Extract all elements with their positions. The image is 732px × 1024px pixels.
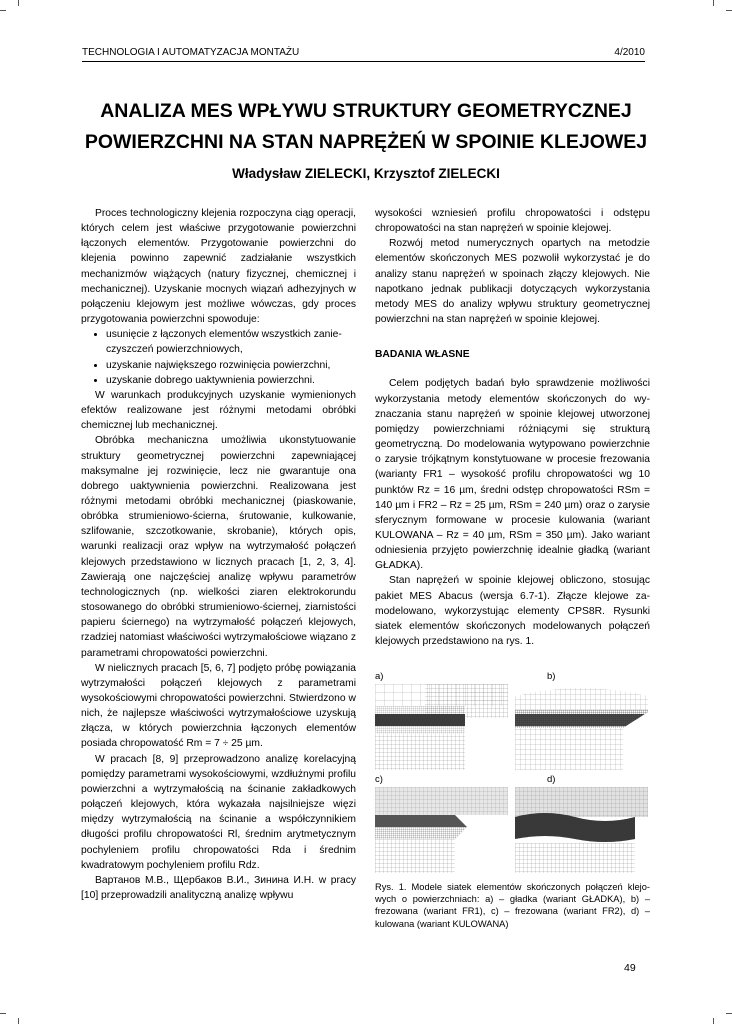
bullet-list — [81, 327, 356, 388]
title-line-1: ANALIZA MES WPŁYWU STRUKTURY GEOMETRYCZNEJ — [100, 100, 632, 122]
paragraph: Stan naprężeń w spoinie klejowej obliczono, stosując pakiet MES Abacus (wersja 6.7-1). Złącze klejowe zamodelowano, wykorzystując elementy CPS8R. Rysunki siatek elementów skończonych modelowanych połączeń klejowych przedstawiono na rys. 1. — [375, 575, 650, 648]
paragraph: Obróbka mechaniczna umożliwia ukonstytuowanie struktury geometrycznej powierzchni zapewniającej maksymalne jej rozwinięcie, lecz nie gwarantuje ona dobrego uaktywnienia powierzchni. Realizowana jest różnymi metodami obróbki mechanicznej (piaskowanie, obróbka strumieniowo-ścierna, śrutowanie, kulkowanie, szlifowanie, szczotkowanie, skrobanie), których opis, warunki realizacji oraz wpływ na wytrzymałość połączeń klejowych przedstawiono w licznych pracach [1, 2, 3, 4]. Zawierają one najczęściej analizę wpływu parametrów technologicznych (np. wielkości ziaren elektrokorundu stosowanego do obróbki strumieniowo-ściernej, ziarnistości papieru ściernego) na wytrzymałość połączeń klejowych, rzadziej natomiast właściwości wytrzymałościowe wiązano z parametrami chropowatości powierzchni. — [81, 435, 356, 659]
list-item: • uzyskanie największego rozwinięcia powierzchni, — [106, 358, 356, 373]
spacer — [375, 327, 650, 337]
paragraph: W pracach [8, 9] przeprowadzono analizę korelacyjną pomiędzy parametrami wysokościowymi, wzdłużnymi profilu powierzchni a wytrzymałością na ścinanie zakładkowych połączeń klejowych, która wykazała najsilniejsze więzi między wytrzymałością na ścinanie a współczynnikiem długości profilu chropowatości Rl, średnim arytmetycznym pochyleniem profilu chropowatości Rda i średnim kwadratowym pochyleniem profilu Rdz. — [81, 753, 356, 871]
paragraph: W nielicznych pracach [5, 6, 7] podjęto próbę powiązania wytrzymałości połączeń klejowych z parametrami wysokościowymi chropowatości powierzchni. Stwierdzono w nich, że najlepsze właściwości wytrzymałościowe uzyskują złącza, w których powierzchnia łączonych elementów posiada chropowatość Rm = 7 ÷ 25 µm. — [81, 662, 356, 750]
mesh-panel-c — [375, 787, 508, 873]
paragraph: Вартанов М.В., Щербаков В.И., Зинина И.Н. w pracy [10] przeprowadzili analityczną analizę wpływu — [81, 874, 356, 902]
journal-name: TECHNOLOGIA I AUTOMATYZACJA MONTAŻU — [82, 47, 300, 58]
mesh-panel-d — [515, 787, 648, 873]
section-heading: BADANIA WŁASNE — [375, 349, 470, 361]
crop-mark — [713, 0, 714, 6]
paragraph: W warunkach produkcyjnych uzyskanie wymienionych efektów realizowane jest różnymi metodami obróbki chemicznej lub mechanicznej. — [81, 389, 356, 432]
mesh-panel-b — [515, 684, 648, 770]
crop-mark — [0, 1013, 6, 1014]
crop-mark — [18, 1018, 19, 1024]
crop-mark — [726, 10, 732, 11]
article-title — [60, 96, 672, 158]
authors: Władysław ZIELECKI, Krzysztof ZIELECKI — [232, 166, 500, 181]
fem-mesh-figure — [375, 670, 650, 880]
right-column — [375, 206, 650, 649]
panel-label-b: b) — [547, 671, 556, 682]
paragraph: Celem podjętych badań było sprawdzenie możliwości wykorzystania metody elementów skończonych do wyznaczania stanu naprężeń w spoinie klejowej utworzonej pomiędzy powierzchniami różniącymi się strukturą geometryczną. Do modelowania wytypowano powierzchnie o zarysie trójkątnym konstytuowane w procesie frezowania (warianty FR1 – wysokość profilu chropowatości wg 10 punktów Rz = 16 µm, średni odstęp chropowatości RSm = 140 µm i FR2 – Rz = 25 µm, RSm = 240 µm) oraz o zarysie sferycznym formowane w procesie kulowania (wariant KULOWANA – Rz = 40 µm, RSm = 350 µm). Jako wariant odniesienia przyjęto powierzchnię idealnie gładką (wariant GŁADKA). — [375, 378, 650, 572]
mesh-panel-a — [375, 684, 508, 770]
page-number: 49 — [624, 962, 636, 974]
title-line-2: POWIERZCHNI NA STAN NAPRĘŻEŃ W SPOINIE KLEJOWEJ — [84, 131, 648, 153]
crop-mark — [0, 10, 6, 11]
panel-label-c: c) — [375, 774, 383, 785]
left-column — [81, 206, 356, 903]
paragraph: wysokości wzniesień profilu chropowatości i odstępu chropowatości na stan naprężeń w spoinie klejowej. — [375, 208, 650, 235]
crop-mark — [726, 1013, 732, 1014]
paragraph: Rozwój metod numerycznych opartych na metodzie elementów skończonych MES pozwolił wykorzystać je do analizy stanu naprężeń w spoinach złączy klejowych. Nie napotkano jednak publikacji dotyczących wykorzystania metody MES do analizy wpływu struktury geometrycznej powierzchni na stan naprężeń w spoinie klejowej. — [375, 238, 650, 326]
crop-mark — [18, 0, 19, 6]
panel-label-d: d) — [547, 774, 556, 785]
list-item: • uzyskanie dobrego uaktywnienia powierzchni. — [106, 373, 356, 388]
paragraph: Proces technologiczny klejenia rozpoczyna ciąg operacji, których celem jest właściwe przygotowanie powierzchni łączonych elementów. Przygotowanie powierzchni do klejenia powinno zapewnić zadziałanie wszystkich mechanizmów wiążących (natury fizycznej, chemicznej i mechanicznej). Uzyskanie mocnych wiązań adhezyjnych w połączeniu klejowym jest możliwe wówczas, gdy proces przygotowania powierzchni spowoduje: — [81, 208, 356, 326]
running-header — [82, 46, 645, 62]
figure-caption: Rys. 1. Modele siatek elementów skończonych połączeń klejowych o powierzchniach: a) – gładka (wariant GŁADKA), b) – frezowana (wariant FR1), c) – frezowana (wariant FR2), d) – kulowana (wariant KULOWANA) — [375, 882, 650, 929]
list-item: • usunięcie z łączonych elementów wszystkich zanieczyszczeń powierzchniowych, — [106, 327, 356, 357]
crop-mark — [713, 1018, 714, 1024]
issue-number: 4/2010 — [614, 47, 645, 58]
panel-label-a: a) — [375, 671, 384, 682]
